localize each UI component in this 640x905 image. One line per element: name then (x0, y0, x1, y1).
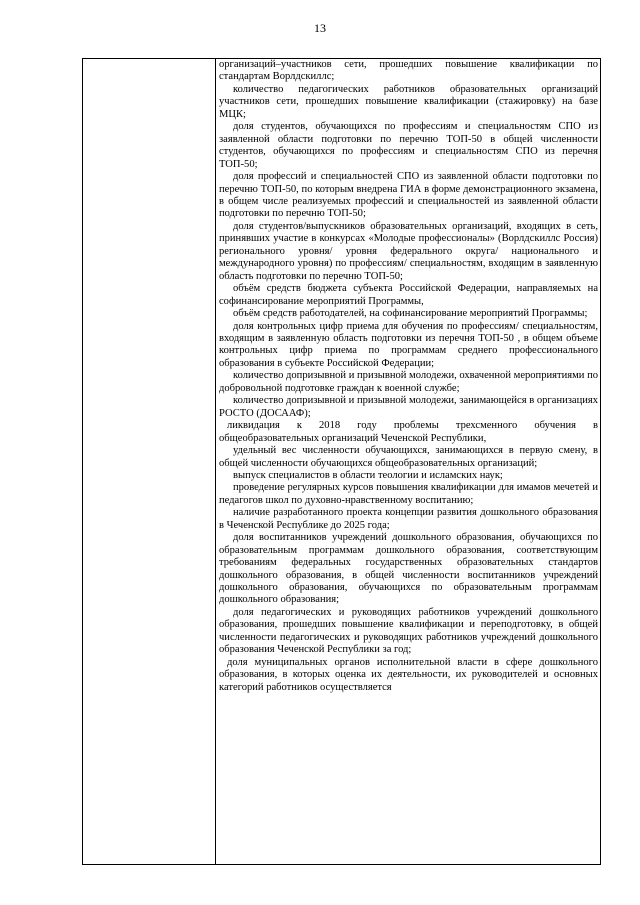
paragraph: организаций–участников сети, прошедших повышение квалификации по стандартам Ворлдскиллс; (219, 59, 598, 83)
paragraph: доля педагогических и руководящих работников учреждений дошкольного образования, прошедших повышение квалификации и переподготовку, в общей численности педагогических и руководящих работников учреждений дошкольного образования Чеченской Республики за год; (219, 606, 598, 656)
page-number: 13 (314, 21, 326, 35)
paragraph: доля контрольных цифр приема для обучения по профессиям/ специальностям, входящим в заявленную область подготовки из перечня ТОП-50 , в общем объеме контрольных цифр приема по программам среднего профессионального образования в субъекте Российской Федерации; (219, 320, 598, 369)
paragraph: объём средств бюджета субъекта Российской Федерации, направляемых на софинансирование мероприятий Программы, (219, 283, 598, 307)
table-left-column (83, 59, 216, 864)
paragraph: доля муниципальных органов исполнительной власти в сфере дошкольного образования, в которых оценка их деятельности, их руководителей и основных категорий работников осуществляется (219, 656, 598, 693)
paragraph: доля студентов, обучающихся по профессиям и специальностям СПО из заявленной области подготовки по перечню ТОП-50 в общей численности студентов, обучающихся по профессиям и специальностям СПО из перечня ТОП-50; (219, 121, 598, 170)
paragraph: доля профессий и специальностей СПО из заявленной области подготовки по перечню ТОП-50, по которым внедрена ГИА в форме демонстрационного экзамена, в общем числе реализуемых профессий и специальностей из заявленной области подготовки по перечню ТОП-50; (219, 171, 598, 220)
paragraph: доля воспитанников учреждений дошкольного образования, обучающихся по образовательным программам дошкольного образования, соответствующим требованиям федеральных государственных образовательных стандартов дошкольного образования, в общей численности воспитанников учреждений дошкольного образования, обучающихся по образовательным программам дошкольного образования; (219, 532, 598, 606)
paragraph: количество педагогических работников образовательных организаций участников сети, прошедших повышение квалификации (стажировку) на базе МЦК; (219, 83, 598, 120)
document-table (82, 58, 601, 865)
paragraph: ликвидация к 2018 году проблемы трехсменного обучения в общеобразовательных организаций Чеченской Республики, (219, 420, 598, 444)
paragraph: доля студентов/выпускников образовательных организаций, входящих в сеть, принявших участие в конкурсах «Молодые профессионалы» (Ворлдскиллс Россия) регионального уровня/ уровня федерального округа/ национального и международного уровня) по профессиям/ специальностям, входящим в заявленную область подготовки по перечню ТОП-50; (219, 220, 598, 282)
paragraph: удельный вес численности обучающихся, занимающихся в первую смену, в общей численности обучающихся общеобразовательных организаций; (219, 445, 598, 469)
paragraph: наличие разработанного проекта концепции развития дошкольного образования в Чеченской Республике до 2025 года; (219, 507, 598, 531)
paragraph: объём средств работодателей, на софинансирование мероприятий Программы; (233, 308, 588, 320)
table-text-column (216, 59, 600, 864)
paragraph: проведение регулярных курсов повышения квалификации для имамов мечетей и педагогов школ по духовно-нравственному воспитанию; (219, 482, 598, 506)
paragraph: количество допризывной и призывной молодежи, занимающейся в организациях РОСТО (ДОСААФ); (219, 395, 598, 419)
paragraph: выпуск специалистов в области теологии и исламских наук; (233, 469, 503, 481)
paragraph: количество допризывной и призывной молодежи, охваченной мероприятиями по добровольной подготовке граждан к военной службе; (219, 370, 598, 394)
